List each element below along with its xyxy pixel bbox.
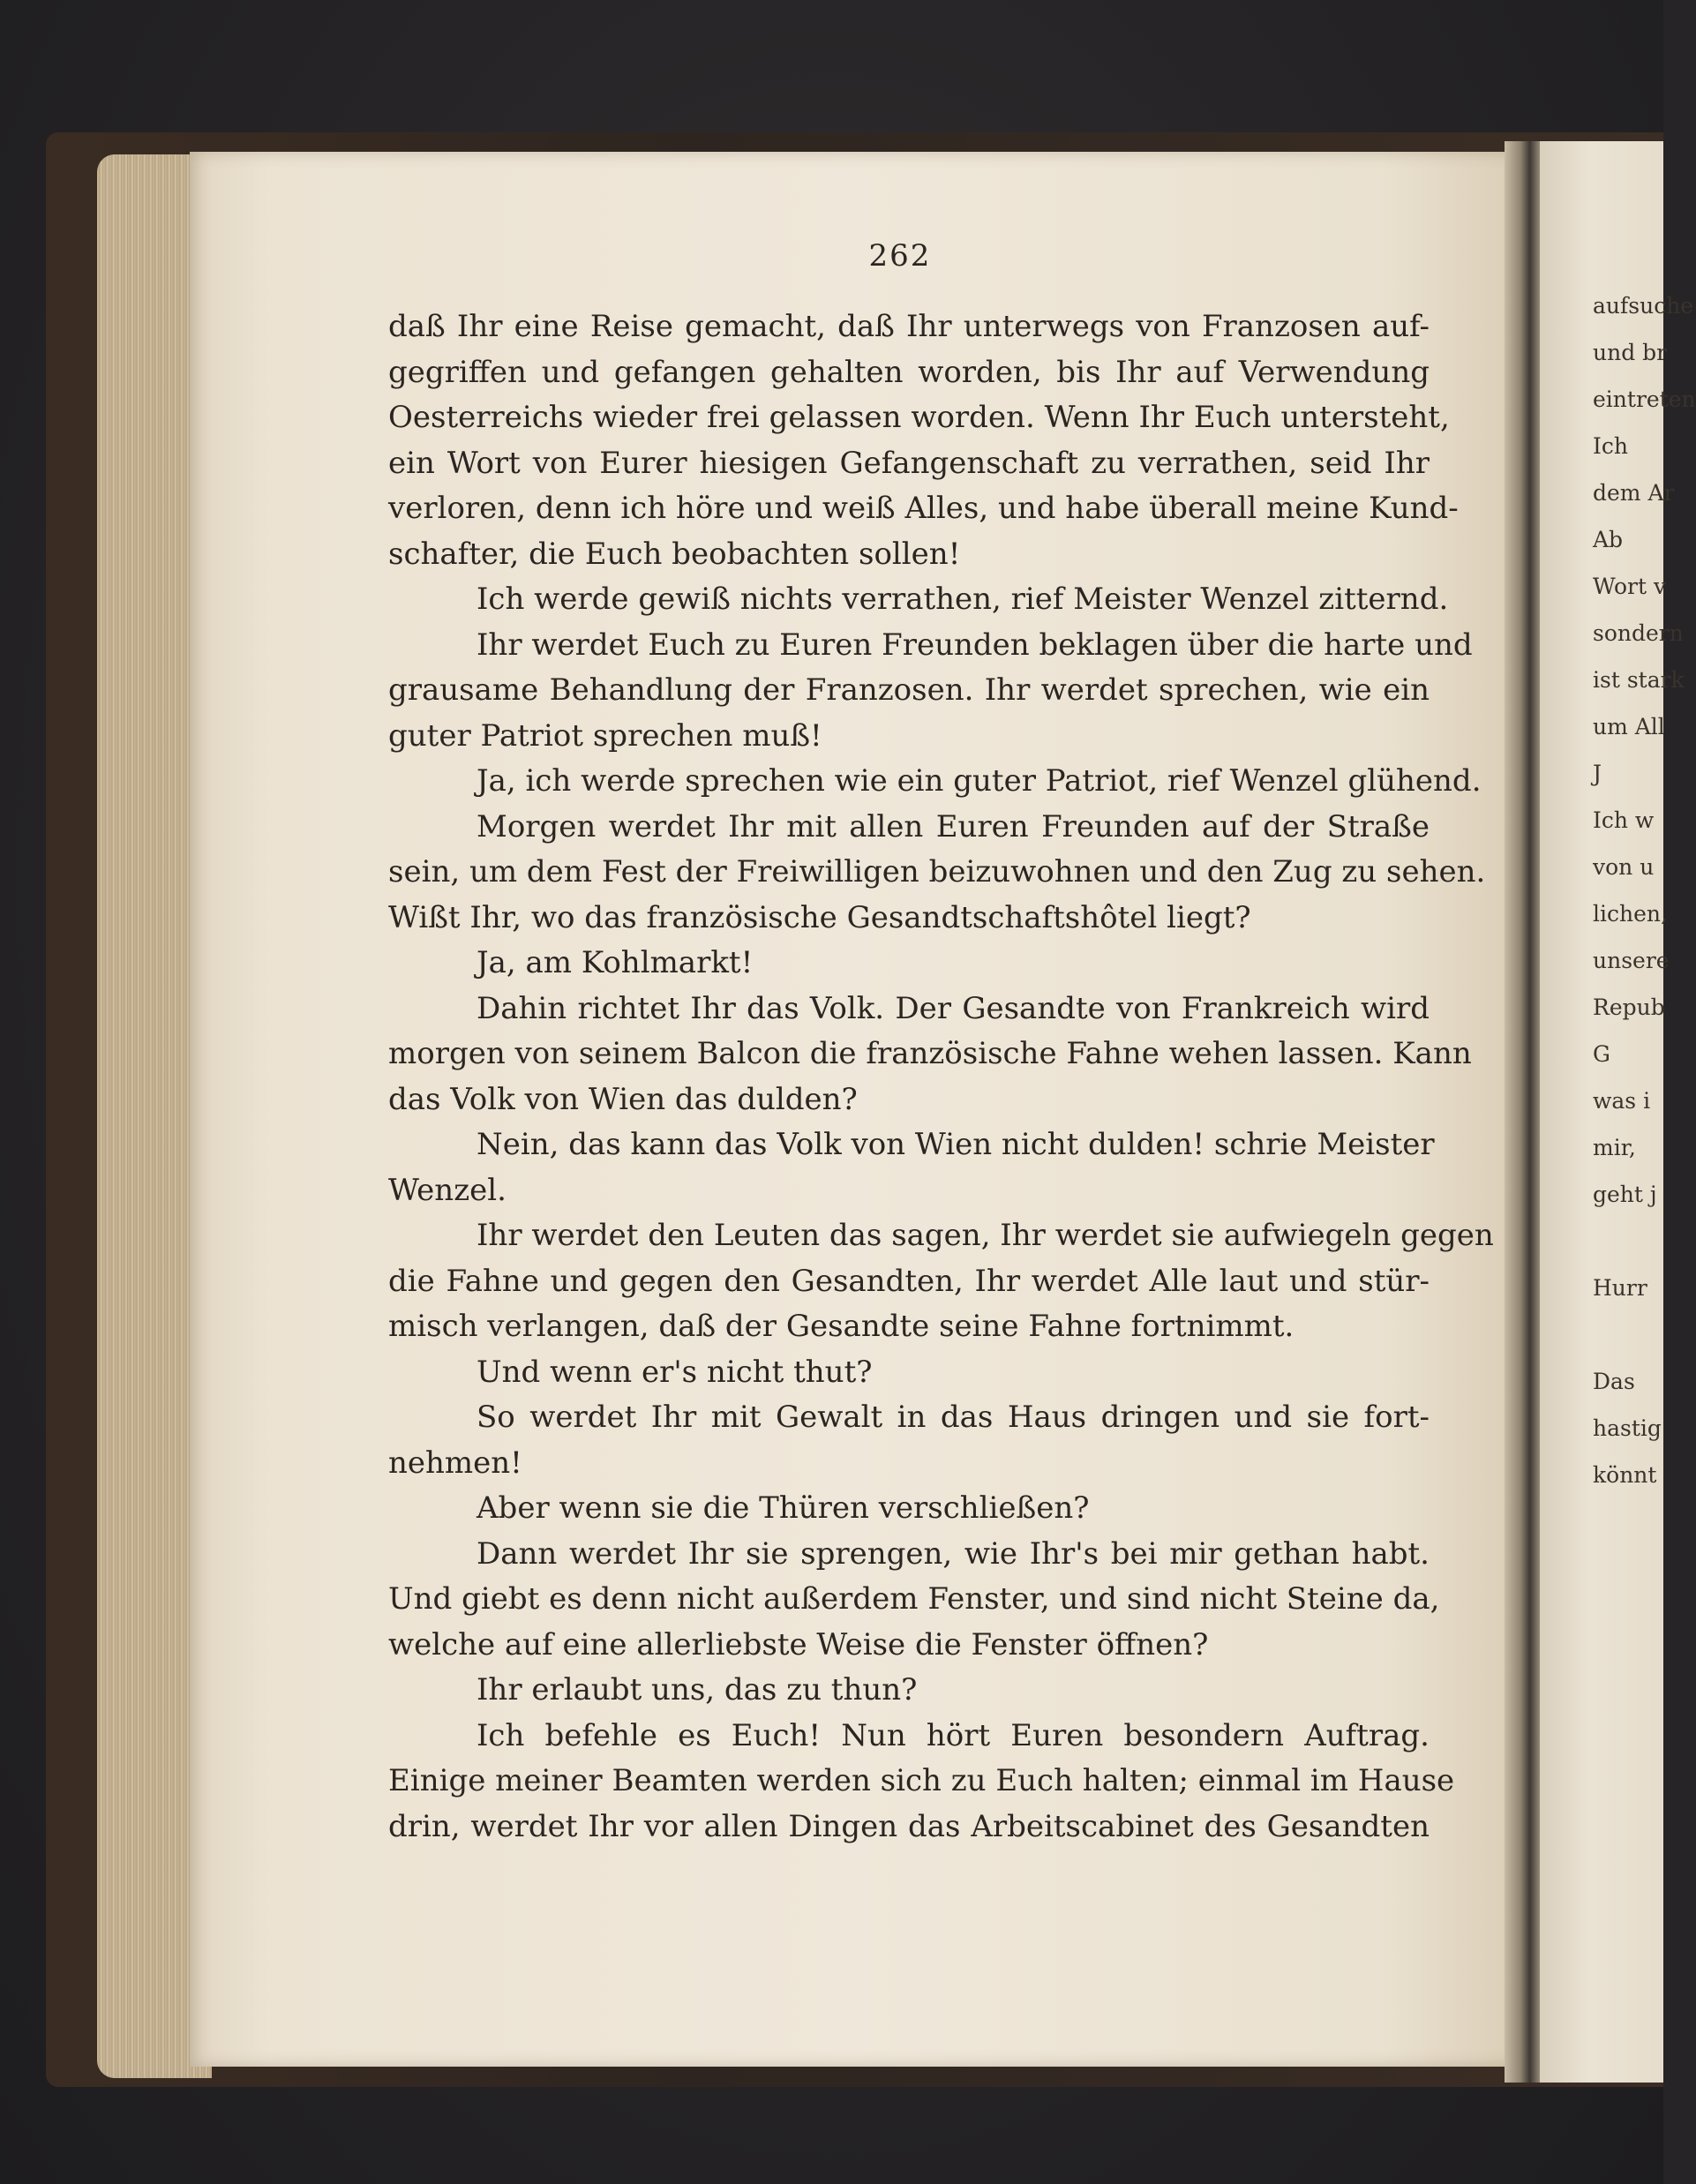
margin-fragment: eintreten [1593, 387, 1696, 412]
text-line: Morgen werdet Ihr mit allen Euren Freunden auf der Straße [477, 808, 1430, 844]
text-line: Ihr werdet den Leuten das sagen, Ihr werdet sie aufwiegeln gegen [477, 1218, 1494, 1253]
text-line: ein Wort von Eurer hiesigen Gefangenschaft zu verrathen, seid Ihr [388, 445, 1430, 481]
text-line: Aber wenn sie die Thüren verschließen? [477, 1490, 1090, 1526]
margin-fragment: hastig [1593, 1415, 1662, 1441]
text-line: Wißt Ihr, wo das französische Gesandtschaftshôtel liegt? [388, 899, 1251, 935]
margin-fragment: von u [1593, 854, 1655, 880]
text-line: grausame Behandlung der Franzosen. Ihr werdet sprechen, wie ein [388, 672, 1430, 708]
margin-fragment: aufsuche [1593, 293, 1694, 319]
margin-fragment: unsere [1593, 948, 1670, 973]
text-line: Und wenn er's nicht thut? [477, 1354, 873, 1390]
text-line: Ihr werdet Euch zu Euren Freunden beklagen über die harte und [477, 627, 1473, 663]
margin-fragment: Ich w [1593, 807, 1655, 833]
text-line: gegriffen und gefangen gehalten worden, bis Ihr auf Verwendung [388, 354, 1430, 390]
margin-fragment: ist stark [1593, 667, 1685, 693]
right-page-fragments [1593, 282, 1696, 1498]
text-line: Und giebt es denn nicht außerdem Fenster, und sind nicht Steine da, [388, 1581, 1440, 1617]
margin-fragment: und br [1593, 340, 1668, 365]
margin-fragment: mir, [1593, 1135, 1636, 1160]
text-line: Ihr erlaubt uns, das zu thun? [477, 1672, 918, 1707]
margin-fragment: könnt [1593, 1462, 1657, 1488]
margin-fragment: G [1593, 1041, 1610, 1067]
text-line: schafter, die Euch beobachten sollen! [388, 536, 961, 572]
margin-fragment: Ab [1593, 527, 1624, 552]
margin-fragment: geht j [1593, 1182, 1657, 1207]
text-line: Ich befehle es Euch! Nun hört Euren besondern Auftrag. [477, 1717, 1430, 1753]
margin-fragment: Hurr [1593, 1275, 1647, 1301]
text-line: sein, um dem Fest der Freiwilligen beizuwohnen und den Zug zu sehen. [388, 854, 1486, 889]
margin-fragment: dem Ar [1593, 480, 1675, 506]
margin-fragment: lichen, [1593, 901, 1668, 927]
text-line: welche auf eine allerliebste Weise die Fenster öffnen? [388, 1626, 1209, 1662]
text-line: morgen von seinem Balcon die französische Fahne wehen lassen. Kann [388, 1036, 1472, 1071]
text-line: So werdet Ihr mit Gewalt in das Haus dringen und sie fort- [477, 1400, 1430, 1435]
margin-fragment [1593, 1218, 1663, 1265]
text-line: nehmen! [388, 1445, 522, 1481]
margin-fragment [1593, 1311, 1663, 1358]
page-number: 262 [868, 238, 932, 274]
text-line: misch verlangen, daß der Gesandte seine Fahne fortnimmt. [388, 1309, 1295, 1344]
text-line: Nein, das kann das Volk von Wien nicht dulden! schrie Meister [477, 1127, 1435, 1162]
body-text [388, 304, 1494, 1850]
margin-fragment: Wort v [1593, 574, 1667, 599]
margin-fragment: sondern [1593, 620, 1684, 646]
text-line: Ja, am Kohlmarkt! [477, 945, 754, 980]
text-line: Wenzel. [388, 1172, 507, 1208]
text-line: Ich werde gewiß nichts verrathen, rief Meister Wenzel zitternd. [477, 582, 1449, 617]
text-line: guter Patriot sprechen muß! [388, 717, 822, 754]
text-line: die Fahne und gegen den Gesandten, Ihr werdet Alle laut und stür- [388, 1263, 1430, 1299]
margin-fragment: J [1593, 761, 1602, 786]
text-line: Dahin richtet Ihr das Volk. Der Gesandte von Frankreich wird [477, 990, 1430, 1026]
text-line: Oesterreichs wieder frei gelassen worden. Wenn Ihr Euch untersteht, [388, 400, 1450, 435]
text-line: Ja, ich werde sprechen wie ein guter Patriot, rief Wenzel glühend. [477, 763, 1482, 799]
margin-fragment: was i [1593, 1088, 1651, 1114]
text-line: Dann werdet Ihr sie sprengen, wie Ihr's bei mir gethan habt. [477, 1535, 1430, 1572]
margin-fragment: Repub [1593, 994, 1665, 1020]
text-line: das Volk von Wien das dulden? [388, 1081, 858, 1117]
text-line: Einige meiner Beamten werden sich zu Euch halten; einmal im Hause [388, 1763, 1455, 1798]
text-line: drin, werdet Ihr vor allen Dingen das Arbeitscabinet des Gesandten [388, 1808, 1430, 1844]
margin-fragment: um All [1593, 714, 1665, 739]
margin-fragment: Ich [1593, 433, 1628, 459]
text-line: verloren, denn ich höre und weiß Alles, und habe überall meine Kund- [388, 491, 1459, 526]
text-line: daß Ihr eine Reise gemacht, daß Ihr unterwegs von Franzosen auf- [388, 309, 1430, 344]
margin-fragment: Das [1593, 1369, 1635, 1394]
